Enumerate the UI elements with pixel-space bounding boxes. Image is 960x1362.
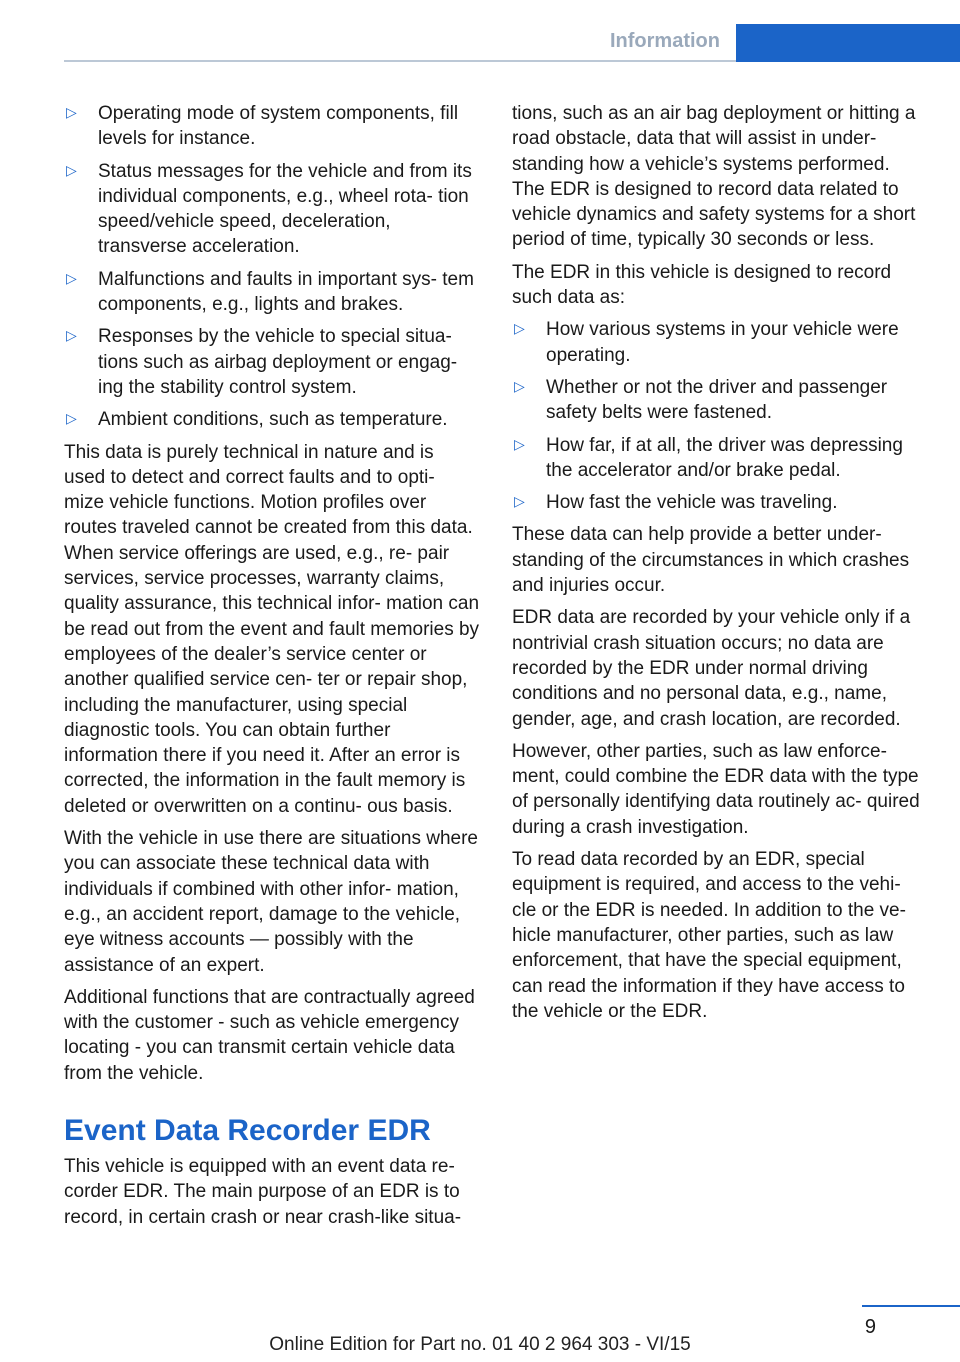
- list-item: [512, 433, 924, 484]
- header-rule: [64, 60, 736, 62]
- paragraph-better-understanding: These data can help provide a better under- standing of the circumstances in which crashes and injuries occur.: [512, 524, 910, 597]
- footer-rule: [862, 1305, 960, 1307]
- list-item-text: Status messages for the vehicle and from its individual components, e.g., wheel rota- tion speed/vehicle speed, deceleration, transverse acceleration.: [98, 160, 472, 258]
- list-item: [64, 267, 480, 318]
- right-column: [512, 101, 924, 1031]
- list-item-text: How various systems in your vehicle were operating.: [546, 319, 899, 366]
- list-item: [64, 159, 480, 260]
- list-item-text: Ambient conditions, such as temperature.: [98, 409, 448, 431]
- list-item: [512, 375, 924, 426]
- list-item-text: Operating mode of system components, fill levels for instance.: [98, 103, 459, 150]
- list-item-text: How fast the vehicle was traveling.: [546, 492, 838, 514]
- paragraph-additional-functions: Additional functions that are contractually agreed with the customer - such as vehicle emergency locating - you can transmit certain vehicle data from the vehicle.: [64, 986, 475, 1084]
- list-item-text: Malfunctions and faults in important sys- tem components, e.g., lights and brakes.: [98, 268, 474, 316]
- list-item-text: Responses by the vehicle to special situa- tions such as airbag deployment or engag- ing the stability control system.: [98, 326, 458, 398]
- header-accent-block: [736, 24, 960, 62]
- list-item: [64, 324, 480, 400]
- paragraph-when-recorded: EDR data are recorded by your vehicle only if a nontrivial crash situation occurs; no data are recorded by the EDR under normal driving conditions and no personal data, e.g., name, gender, age, and crash location, are recorded.: [512, 607, 911, 730]
- triangle-bullet-icon: ▷: [514, 494, 525, 511]
- triangle-bullet-icon: ▷: [66, 162, 77, 179]
- right-bullet-list: [512, 317, 924, 515]
- triangle-bullet-icon: ▷: [514, 378, 525, 395]
- triangle-bullet-icon: ▷: [66, 328, 77, 345]
- list-item: [64, 101, 480, 152]
- header-title: Information: [610, 30, 720, 52]
- triangle-bullet-icon: ▷: [66, 105, 77, 121]
- left-column: [64, 101, 480, 1237]
- left-bullet-list: [64, 101, 480, 433]
- paragraph-reading-data: To read data recorded by an EDR, special equipment is required, and access to the vehi- cle or the EDR is needed. In addition to the ve- hicle manufacturer, other parties, such as law enforcement, that have the special equipment, can read the information if they have access to the vehicle or the EDR.: [512, 849, 906, 1022]
- list-item: [512, 317, 924, 368]
- list-item-text: How far, if at all, the driver was depressing the accelerator and/or brake pedal.: [546, 434, 903, 481]
- paragraph-other-parties: However, other parties, such as law enforce- ment, could combine the EDR data with the type of personally identifying data routinely ac- quired during a crash investigation.: [512, 740, 920, 838]
- triangle-bullet-icon: ▷: [514, 436, 525, 453]
- list-item: [64, 407, 480, 432]
- footer-edition-text: Online Edition for Part no. 01 40 2 964 303 - VI/15: [269, 1334, 691, 1355]
- paragraph-technical-data: This data is purely technical in nature and is used to detect and correct faults and to opti- mize vehicle functions. Motion profiles over routes traveled cannot be created from this data. When service offerings are used, e.g., re- pair services, service processes, warranty claims, quality assurance, this technical infor- mation can be read out from the event and fault memories by employees of the dealer’s service center or another qualified service cen- ter or repair shop, including the manufacturer, using special diagnostic tools. You can obtain further information there if you need it. After an error is corrected, the information in the fault memory is deleted or overwritten on a continu- ous basis.: [64, 441, 480, 817]
- paragraph-edr-record-intro: The EDR in this vehicle is designed to record such data as:: [512, 261, 892, 309]
- triangle-bullet-icon: ▷: [66, 270, 77, 287]
- section-heading-edr: Event Data Recorder EDR: [64, 1113, 431, 1147]
- list-item-text: Whether or not the driver and passenger safety belts were fastened.: [546, 376, 888, 424]
- paragraph-edr-continuation: tions, such as an air bag deployment or hitting a road obstacle, data that will assist in under- standing how a vehicle’s systems performed. The EDR is designed to record data related to vehicle dynamics and safety systems for a short period of time, typically 30 seconds or less.: [512, 103, 916, 251]
- list-item: [512, 490, 924, 515]
- paragraph-edr-intro: This vehicle is equipped with an event data re- corder EDR. The main purpose of an EDR is to record, in certain crash or near crash-like situa-: [64, 1155, 462, 1228]
- page-number: 9: [864, 1316, 876, 1338]
- triangle-bullet-icon: ▷: [514, 321, 525, 338]
- paragraph-individual-association: With the vehicle in use there are situations where you can associate these technical data with individuals if combined with other infor- mation, e.g., an accident report, damage to the vehicle, eye witness accounts — possibly with the assistance of an expert.: [64, 828, 478, 976]
- triangle-bullet-icon: ▷: [66, 411, 77, 428]
